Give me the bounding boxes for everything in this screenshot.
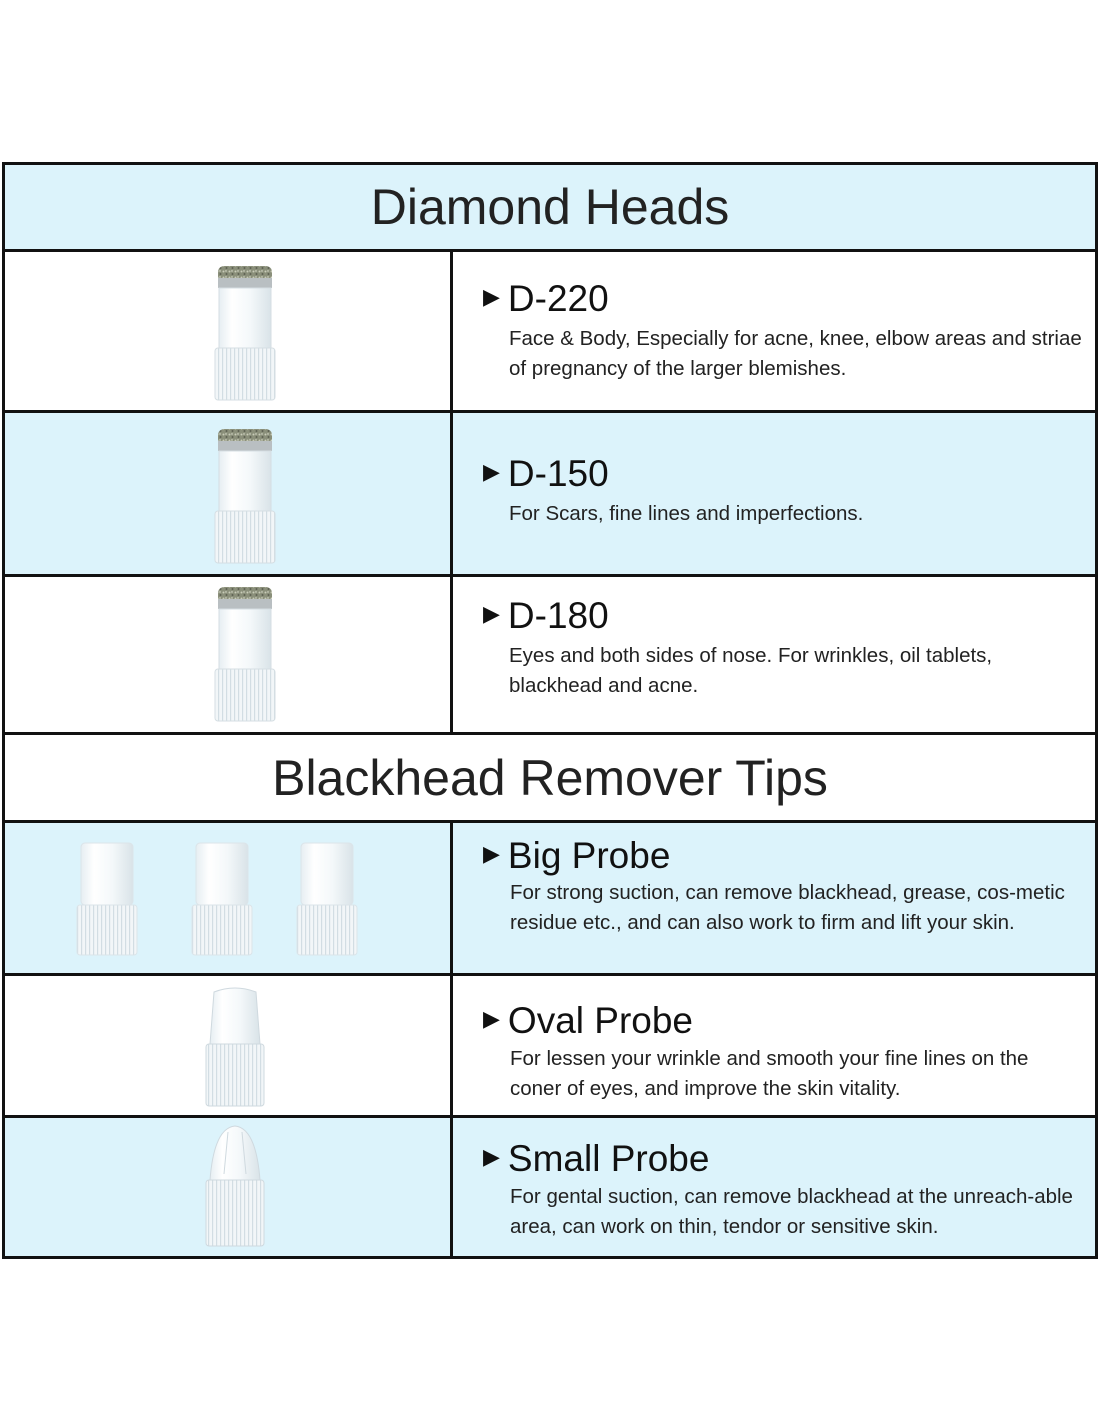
product-title <box>483 595 609 637</box>
product-name: Small Probe <box>507 1138 710 1179</box>
product-title <box>483 453 609 495</box>
oval-probe-image <box>200 984 270 1112</box>
product-title <box>483 1000 693 1042</box>
product-image-cell <box>5 577 453 732</box>
product-description: Face & Body, Especially for acne, knee, elbow areas and striae of pregnancy of the larger blemishes. <box>509 327 1082 380</box>
product-description: For Scars, fine lines and imperfections. <box>509 502 864 525</box>
product-text-cell <box>453 976 1095 1115</box>
product-row-d180 <box>5 577 1095 735</box>
section-heading-diamond-heads <box>5 165 1095 252</box>
product-row-big-probe <box>5 823 1095 976</box>
product-text-cell <box>453 413 1095 574</box>
diamond-head-d220-image <box>210 264 280 404</box>
product-title <box>483 278 609 320</box>
section-title: Diamond Heads <box>370 179 730 235</box>
product-description: For strong suction, can remove blackhead, grease, cos-metic residue etc., and can also work to firm and lift your skin. <box>510 881 1065 934</box>
product-image-cell <box>5 823 453 973</box>
product-description: For gental suction, can remove blackhead at the unreach-able area, can work on thin, tendor or sensitive skin. <box>510 1185 1073 1238</box>
diamond-head-d180-image <box>210 585 280 725</box>
product-title <box>483 835 670 877</box>
product-name: D-220 <box>507 278 609 319</box>
product-name: D-150 <box>507 453 609 494</box>
product-name: Big Probe <box>507 835 671 876</box>
product-text-cell <box>453 577 1095 732</box>
small-probe-image <box>200 1124 270 1252</box>
product-text-cell <box>453 252 1095 410</box>
big-probe-image-3 <box>293 839 363 959</box>
big-probe-image-1 <box>73 839 143 959</box>
product-row-d220 <box>5 252 1095 413</box>
product-name: Oval Probe <box>507 1000 694 1041</box>
product-text-cell <box>453 1118 1095 1256</box>
product-name: D-180 <box>507 595 609 636</box>
product-image-cell <box>5 976 453 1115</box>
triangle-right-icon: ▶ <box>483 1144 500 1170</box>
diamond-head-d150-image <box>210 427 280 567</box>
section-title: Blackhead Remover Tips <box>272 749 828 806</box>
product-row-d150 <box>5 413 1095 577</box>
triangle-right-icon: ▶ <box>483 1006 500 1032</box>
product-image-cell <box>5 252 453 410</box>
triangle-right-icon: ▶ <box>483 284 500 310</box>
product-title <box>483 1138 709 1180</box>
triangle-right-icon: ▶ <box>483 459 500 485</box>
product-image-cell <box>5 1118 453 1256</box>
triangle-right-icon: ▶ <box>483 841 500 867</box>
product-row-small-probe <box>5 1118 1095 1256</box>
product-table <box>2 162 1098 1259</box>
product-image-cell <box>5 413 453 574</box>
product-row-oval-probe <box>5 976 1095 1118</box>
product-text-cell <box>453 823 1095 973</box>
big-probe-image-2 <box>188 839 258 959</box>
section-heading-blackhead-remover-tips <box>5 735 1095 823</box>
triangle-right-icon: ▶ <box>483 601 500 627</box>
product-description: Eyes and both sides of nose. For wrinkles, oil tablets, blackhead and acne. <box>509 644 993 697</box>
product-description: For lessen your wrinkle and smooth your fine lines on the coner of eyes, and improve the skin vitality. <box>510 1047 1029 1100</box>
